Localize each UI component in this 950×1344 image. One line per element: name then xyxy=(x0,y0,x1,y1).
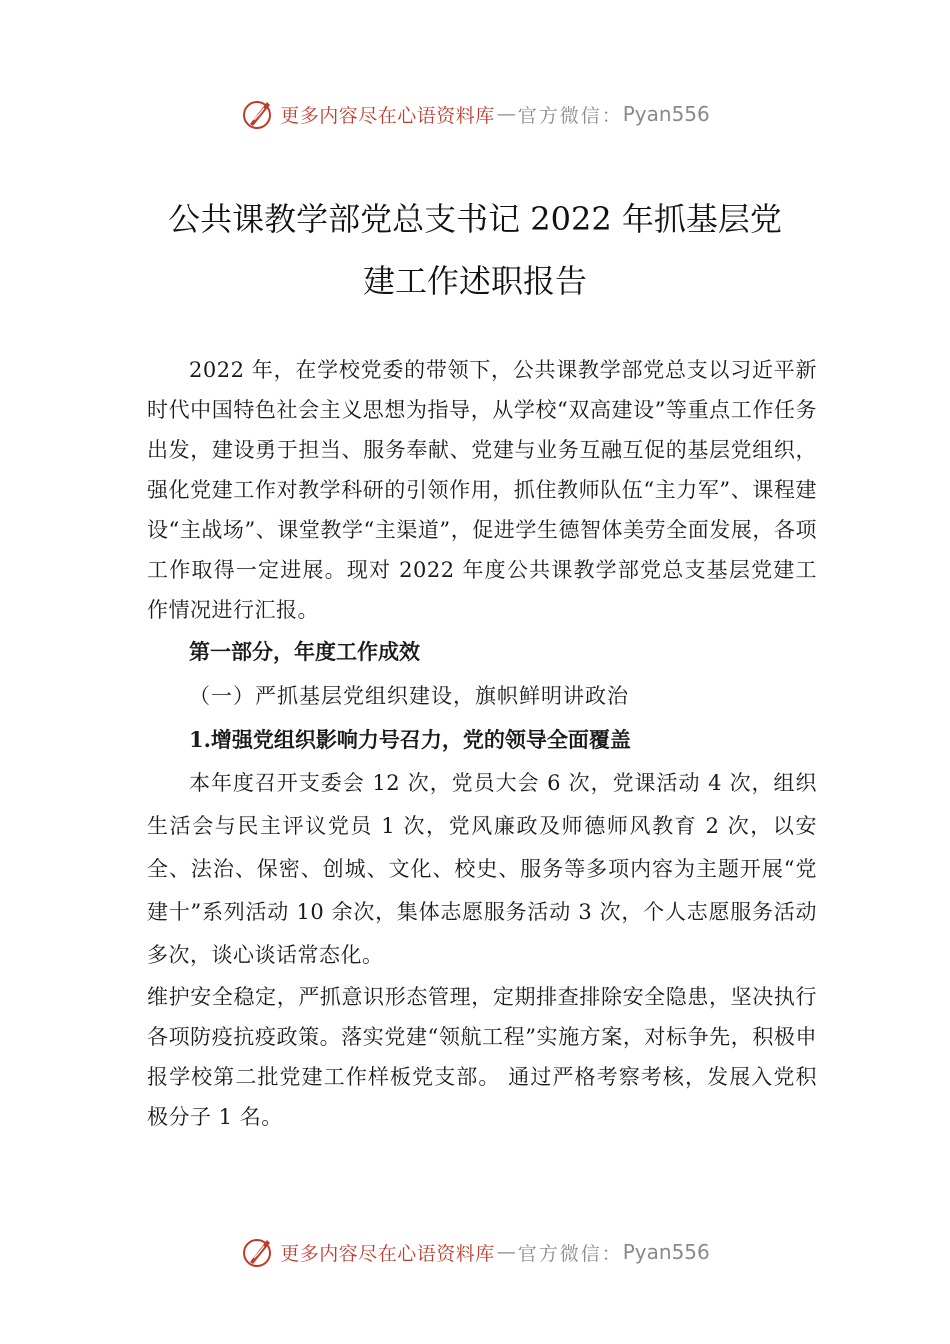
banner-wechat-id: Pyan556 xyxy=(622,102,710,126)
title-line-1: 公共课教学部党总支书记 2022 年抓基层党 xyxy=(168,200,782,238)
part1-heading: 第一部分，年度工作成效 xyxy=(189,640,420,664)
banner-wechat-label: 官方微信： xyxy=(517,104,623,127)
section1-heading: （一）严抓基层党组织建设，旗帜鲜明讲政治 xyxy=(189,684,629,708)
banner-wechat-id: Pyan556 xyxy=(622,1240,710,1264)
document-title xyxy=(100,188,850,312)
title-line-2: 建工作述职报告 xyxy=(362,262,587,300)
subsection1-heading: 1.增强党组织影响力号召力，党的领导全面覆盖 xyxy=(189,727,631,752)
footer-banner xyxy=(0,1230,950,1274)
quill-logo-icon xyxy=(240,1234,276,1270)
banner-text: 更多内容尽在心语资料库 xyxy=(280,104,495,127)
body-paragraph: 本年度召开支委会 12 次，党员大会 6 次，党课活动 4 次，组织生活会与民主评议党员 1 次，党风廉政及师德师风教育 2 次，以安全、法治、保密、创城、文化、校史、服务等多项内容为主题开展“党建十”系列活动 10 余次，集体志愿服务活动 3 次，个人志愿服务活动多次，谈心谈话常态化。 xyxy=(147,771,817,967)
quill-logo-icon xyxy=(240,96,276,132)
document-body xyxy=(147,350,817,1137)
banner-dash: — xyxy=(496,103,516,125)
intro-paragraph: 2022 年，在学校党委的带领下，公共课教学部党总支以习近平新时代中国特色社会主义思想为指导，从学校“双高建设”等重点工作任务出发，建设勇于担当、服务奉献、党建与业务互融互促的基层党组织，强化党建工作对教学科研的引领作用，抓住教师队伍“主力军”、课程建设“主战场”、课堂教学“主渠道”，促进学生德智体美劳全面发展，各项工作取得一定进展。现对 2022 年度公共课教学部党总支基层党建工作情况进行汇报。 xyxy=(147,358,817,622)
body-paragraph: 维护安全稳定，严抓意识形态管理，定期排查排除安全隐患，坚决执行各项防疫抗疫政策。落实党建“领航工程”实施方案，对标争先，积极申报学校第二批党建工作样板党支部。 通过严格考察考核，发展入党积极分子 1 名。 xyxy=(147,985,817,1129)
banner-dash: — xyxy=(496,1241,516,1263)
header-banner xyxy=(0,92,950,136)
banner-text: 更多内容尽在心语资料库 xyxy=(280,1242,495,1265)
banner-wechat-label: 官方微信： xyxy=(517,1242,623,1265)
